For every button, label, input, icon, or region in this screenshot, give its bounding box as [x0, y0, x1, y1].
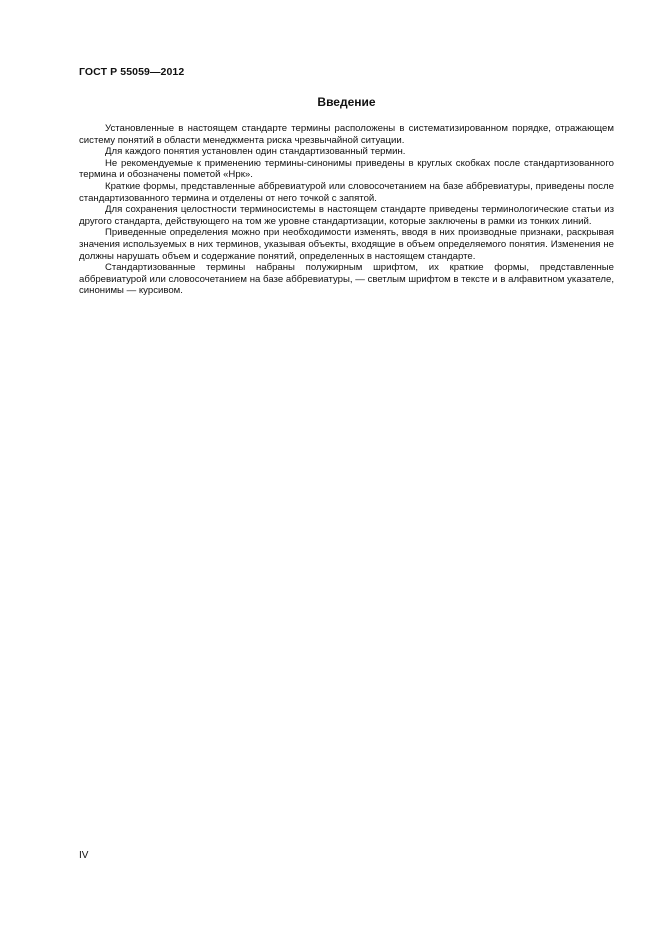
- section-title: Введение: [317, 95, 376, 109]
- page-number: IV: [79, 850, 89, 861]
- document-code: ГОСТ Р 55059—2012: [79, 66, 185, 78]
- paragraph: Приведенные определения можно при необходимости изменять, вводя в них производные признаки, раскрывая значения используемых в них терминов, указывая объекты, входящие в объем определяемого понятия. Изменения не должны нарушать объем и содержание понятий, определенных в настоящем стандарте.: [79, 227, 614, 262]
- paragraph: Для каждого понятия установлен один стандартизованный термин.: [105, 146, 406, 158]
- paragraph: Установленные в настоящем стандарте термины расположены в систематизированном порядке, отражающем систему понятий в области менеджмента риска чрезвычайной ситуации.: [79, 123, 614, 146]
- paragraph: Для сохранения целостности терминосистемы в настоящем стандарте приведены терминологические статьи из другого стандарта, действующего на том же уровне стандартизации, которые заключены в рамки из тонких линий.: [79, 204, 614, 227]
- paragraph: Краткие формы, представленные аббревиатурой или словосочетанием на базе аббревиатуры, приведены после стандартизованного термина и отделены от него точкой с запятой.: [79, 180, 614, 204]
- introduction-body: [79, 123, 614, 297]
- paragraph: Не рекомендуемые к применению термины-синонимы приведены в круглых скобках после стандартизованного термина и обозначены пометой «Нрк».: [79, 157, 614, 181]
- paragraph: Стандартизованные термины набраны полужирным шрифтом, их краткие формы, представленные аббревиатурой или словосочетанием на базе аббревиатуры, — светлым шрифтом в тексте и в алфавитном указателе, синонимы — курсивом.: [79, 262, 614, 297]
